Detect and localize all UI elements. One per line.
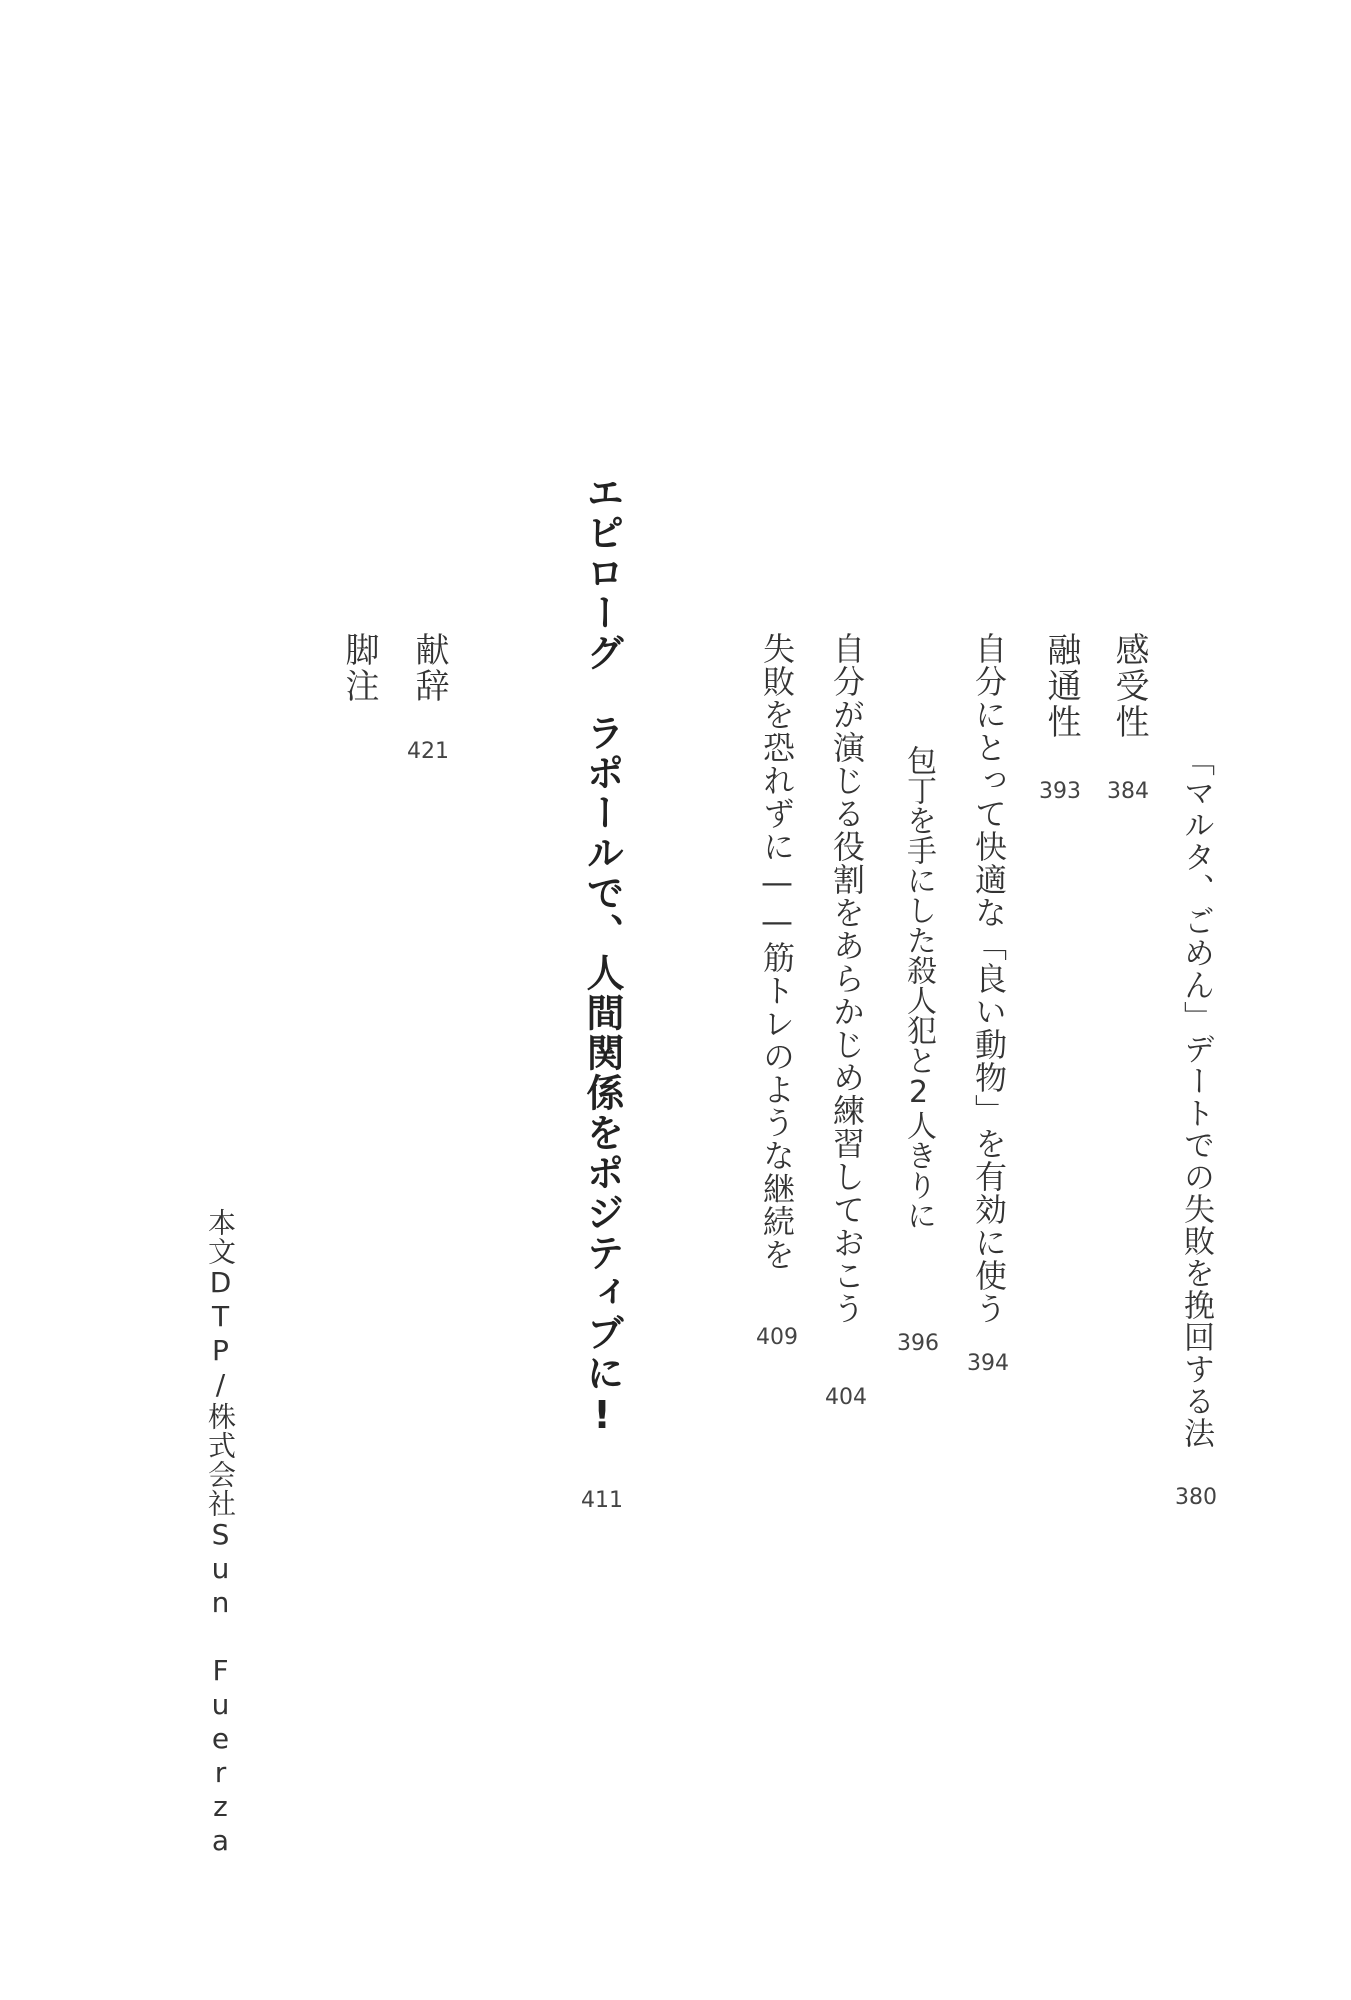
toc-item-title: 「マルタ、ごめん」デートでの失敗を挽回する法 [1178,745,1214,1449]
toc-item-title: 感受性 [1109,632,1149,740]
toc-item-page: 404 [825,1385,867,1410]
dtp-credit: 本文DTP/株式会社Sun Fuerza [204,1208,237,1858]
toc-item-title: 自分にとって快適な「良い動物」を有効に使う [970,632,1008,1325]
toc-item-title: 包丁を手にした殺人犯と2人きりに [901,745,936,1230]
toc-item-page: 409 [756,1325,798,1350]
toc-item-page: 380 [1175,1485,1217,1510]
dedication-page: 421 [407,739,449,764]
epilogue-heading: エピローグ ラポールで、人間関係をポジティブに! [580,473,624,1439]
notes-title: 脚注 [339,632,379,704]
toc-item-title: 融通性 [1041,632,1081,740]
toc-item-page: 384 [1107,779,1149,804]
dedication-title: 献辞 [409,632,449,704]
toc-item-page: 396 [897,1331,939,1356]
epilogue-page: 411 [581,1488,623,1513]
toc-item-page: 393 [1039,779,1081,804]
toc-item-title: 自分が演じる役割をあらかじめ練習しておこう [828,632,866,1325]
toc-item-page: 394 [967,1351,1009,1376]
toc-item-title: 失敗を恐れずに——筋トレのような継続を [758,632,796,1271]
